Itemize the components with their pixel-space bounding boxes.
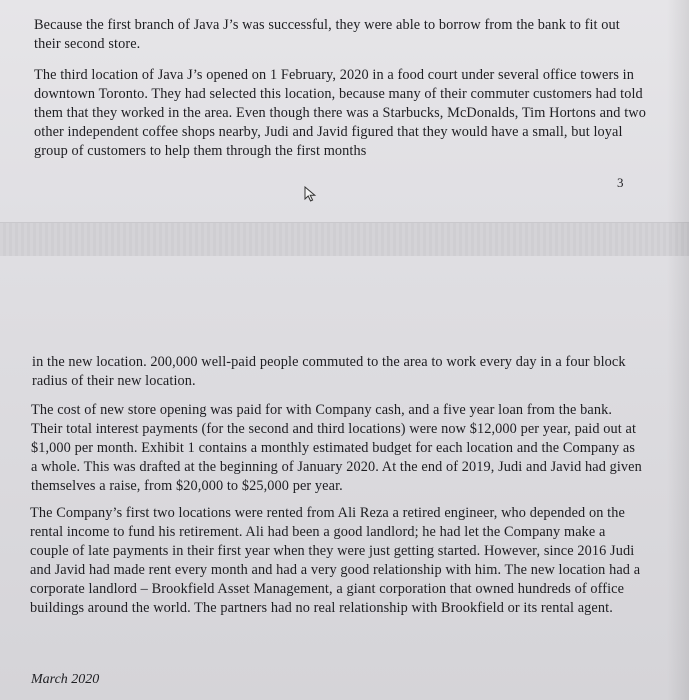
scroll-edge-shadow: [667, 0, 689, 700]
paragraph-fit-out: Because the first branch of Java J’s was successful, they were able to borrow from the bank to fit out their second store.: [34, 17, 620, 52]
paragraph-new-location: in the new location. 200,000 well-paid people commuted to the area to work every day in a four block radius of their new location.: [32, 354, 626, 389]
page-break: [0, 222, 689, 258]
paragraph-landlord: The Company’s first two locations were rented from Ali Reza a retired engineer, who depended on the rental income to fund his retirement. Ali had been a good landlord; he had let the Company make a couple of late payments in their first year when they were just getting started. However, since 2016 Judi and Javid had made rent every month and had a very good relationship with him. The new location had a corporate landlord – Brookfield Asset Management, a giant corporation that owned hundreds of office buildings around the world. The partners had no real relationship with Brookfield or its rental agent.: [30, 505, 641, 616]
document-page-top: [0, 0, 689, 222]
paragraph-third-location: The third location of Java J’s opened on 1 February, 2020 in a food court under several office towers in downtown Toronto. They had selected this location, because many of their commuter customers had told them that they worked in the area. Even though there was a Starbucks, McDonalds, Tim Hortons and two other independent coffee shops nearby, Judi and Javid figured that they would have a small, but loyal group of customers to help them through the first months: [34, 67, 646, 159]
page-number: 3: [617, 175, 624, 190]
mouse-pointer-icon: [304, 186, 318, 202]
paragraph-store-cost: The cost of new store opening was paid for with Company cash, and a five year loan from the bank. Their total interest payments (for the second and third locations) were now $12,000 per year, paid out at $1,000 per month. Exhibit 1 contains a monthly estimated budget for each location and the Company as a whole. This was drafted at the beginning of January 2020. At the end of 2019, Judi and Javid had given themselves a raise, from $20,000 to $25,000 per year.: [31, 402, 642, 494]
page-footer-date: March 2020: [31, 672, 100, 687]
